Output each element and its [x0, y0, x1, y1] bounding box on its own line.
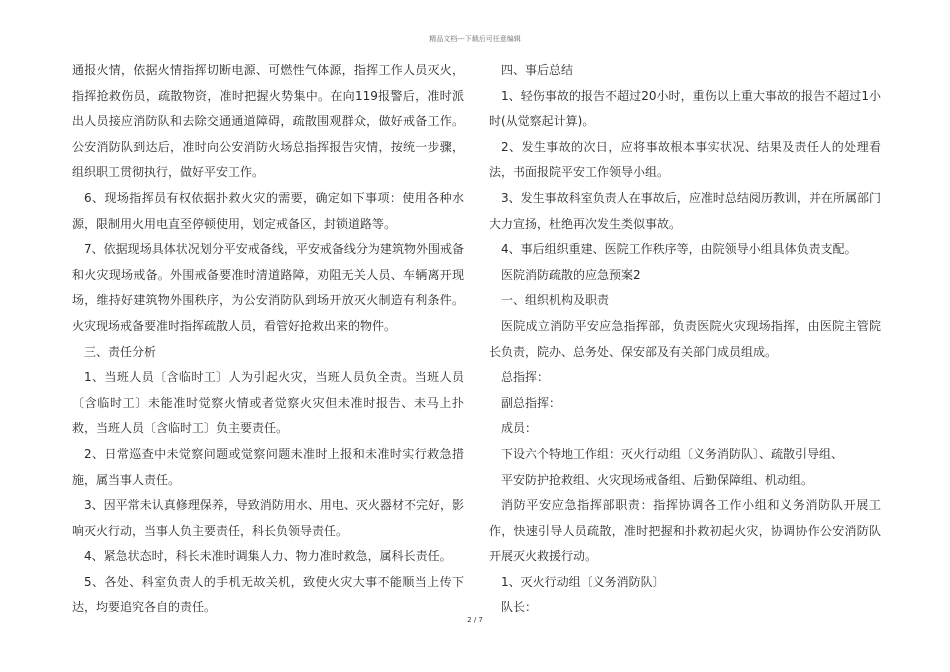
paragraph: 2、日常巡查中未觉察问题或觉察问题未准时上报和未准时实行救急措施，属当事人责任。: [72, 446, 464, 487]
section-heading: 四、事后总结: [501, 63, 574, 77]
right-column: [489, 58, 881, 621]
paragraph: 3、因平常未认真修理保养，导致消防用水、用电、灭火器材不完好，影响灭火行动，当事人负主要责任，科长负领导责任。: [72, 498, 464, 538]
sub-heading: 1、灭火行动组〔义务消防队〕: [501, 574, 665, 589]
field-label: 成员：: [501, 421, 538, 436]
paragraph: 1、当班人员〔含临时工〕人为引起火灾，当班人员负全责。当班人员〔含临时工〕未能准时觉察火情或者觉察火灾但未准时报告、未马上扑救，当班人员〔含临时工〕负主要责任。: [72, 370, 464, 436]
section-heading: 一、组织机构及职责: [501, 293, 610, 308]
left-column: [72, 58, 464, 621]
paragraph: 消防平安应急指挥部职责：指挥协调各工作小组和义务消防队开展工作，快速引导人员疏散，准时把握和扑救初起火灾，协调协作公安消防队开展灭火救援行动。: [489, 498, 881, 564]
page-header: 精品文档---下载后可任意编辑: [429, 35, 521, 43]
field-label: 队长：: [501, 600, 538, 615]
field-label: 总指挥：: [501, 370, 550, 385]
paragraph: 1、轻伤事故的报告不超过20小时，重伤以上重大事故的报告不超过1小时(从觉察起计算)。: [489, 88, 881, 129]
section-heading: 三、责任分析: [84, 344, 157, 359]
document-title: 医院消防疏散的应急预案2: [501, 267, 641, 282]
paragraph: 通报火情，依据火情指挥切断电源、可燃性气体源，指挥工作人员灭火，指挥抢救伤员，疏散物资，准时把握火势集中。在向119报警后，准时派出人员接应消防队和去除交通通道障碍，疏散围观群众，做好戒备工作。公安消防队到达后，准时向公安消防火场总指挥报告灾情，按统一步骤，组织职工贯彻执行，做好平安工作。: [72, 63, 464, 180]
paragraph: 2、发生事故的次日，应将事故根本事实状况、结果及责任人的处理看法，书面报院平安工作领导小组。: [489, 139, 881, 180]
paragraph: 3、发生事故科室负责人在事故后，应准时总结阅历教训，并在所属部门大力宣扬，杜绝再次发生类似事故。: [489, 190, 881, 231]
paragraph: 4、事后组织重建、医院工作秩序等，由院领导小组具体负责支配。: [501, 242, 857, 257]
paragraph: 5、各处、科室负责人的手机无故关机，致使火灾大事不能顺当上传下达，均要追究各自的责任。: [72, 574, 464, 615]
paragraph: 下设六个特地工作组：灭火行动组〔义务消防队〕、疏散引导组、: [501, 446, 844, 461]
page-number: 2 / 7: [467, 616, 483, 624]
paragraph: 4、紧急状态时，科长未准时调集人力、物力准时救急，属科长责任。: [84, 549, 452, 564]
paragraph: 医院成立消防平安应急指挥部，负责医院火灾现场指挥，由医院主管院长负责，院办、总务处、保安部及有关部门成员组成。: [489, 318, 881, 359]
field-label: 副总指挥：: [501, 395, 562, 410]
paragraph: 7、依据现场具体状况划分平安戒备线，平安戒备线分为建筑物外围戒备和火灾现场戒备。外围戒备要准时清道路障，劝阻无关人员、车辆离开现场，维持好建筑物外围秩序，为公安消防队到场开放灭火制造有利条件。火灾现场戒备要准时指挥疏散人员，看管好抢救出来的物件。: [72, 242, 464, 333]
paragraph: 6、现场指挥员有权依据扑救火灾的需要，确定如下事项：使用各种水源，限制用火用电直至停顿使用，划定戒备区，封锁道路等。: [72, 190, 464, 231]
paragraph: 平安防护抢救组、火灾现场戒备组、后勤保障组、机动组。: [501, 472, 814, 487]
